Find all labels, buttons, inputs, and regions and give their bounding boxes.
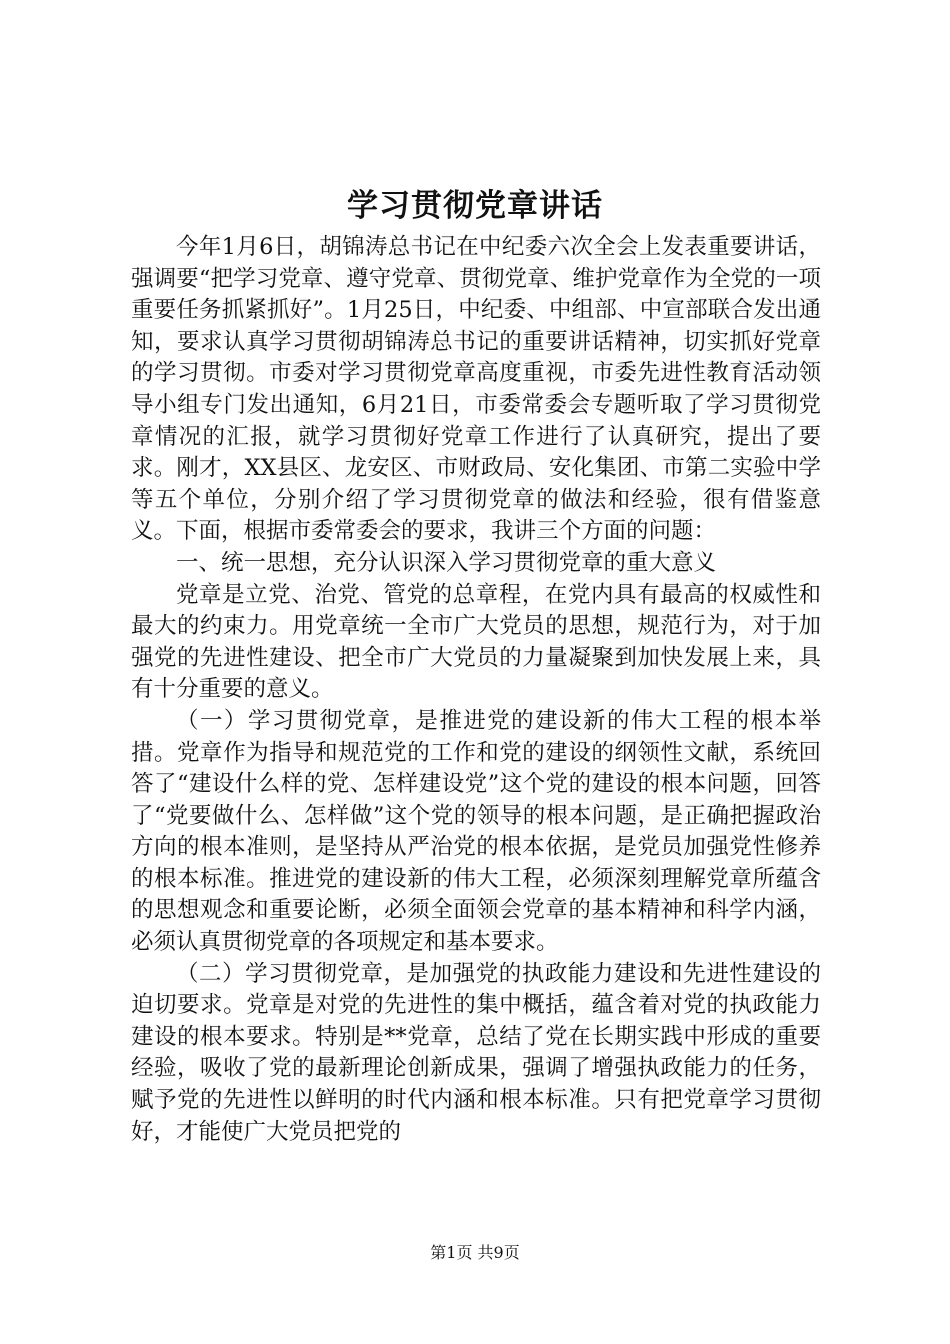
paragraph-point-1: （一）学习贯彻党章，是推进党的建设新的伟大工程的根本举措。党章作为指导和规范党的工作和党的建设的纲领性文献，系统回答了“建设什么样的党、怎样建设党”这个党的建设的根本问题，回答了“党要做什么、怎样做”这个党的领导的根本问题，是正确把握政治方向的根本准则，是坚持从严治党的根本依据，是党员加强党性修养的根本标准。推进党的建设新的伟大工程，必须深刻理解党章所蕴含的思想观念和重要论断，必须全面领会党章的基本精神和科学内涵，必须认真贯彻党章的各项规定和基本要求。 — [131, 707, 821, 956]
section-heading-1: 一、统一思想，充分认识深入学习贯彻党章的重大意义 — [176, 549, 717, 576]
paragraph-intro: 今年1月6日，胡锦涛总书记在中纪委六次全会上发表重要讲话，强调要“把学习党章、遵守党章、贯彻党章、维护党章作为全党的一项重要任务抓紧抓好”。1月25日，中纪委、中组部、中宣部联合发出通知，要求认真学习贯彻胡锦涛总书记的重要讲话精神，切实抓好党章的学习贯彻。市委对学习贯彻党章高度重视，市委先进性教育活动领导小组专门发出通知，6月21日，市委常委会专题听取了学习贯彻党章情况的汇报，就学习贯彻好党章工作进行了认真研究，提出了要求。刚才，XX县区、龙安区、市财政局、安化集团、市第二实验中学等五个单位，分别介绍了学习贯彻党章的做法和经验，很有借鉴意义。下面，根据市委常委会的要求，我讲三个方面的问题： — [131, 234, 821, 545]
page-footer: 第1页 共9页 — [430, 1243, 520, 1262]
paragraph-point-2: （二）学习贯彻党章，是加强党的执政能力建设和先进性建设的迫切要求。党章是对党的先进性的集中概括，蕴含着对党的执政能力建设的根本要求。特别是**党章，总结了党在长期实践中形成的重要经验，吸收了党的最新理论创新成果，强调了增强执政能力的任务，赋予党的先进性以鲜明的时代内涵和根本标准。只有把党章学习贯彻好，才能使广大党员把党的 — [131, 960, 821, 1145]
document-title: 学习贯彻党章讲话 — [347, 188, 603, 224]
document-body — [131, 232, 821, 1148]
paragraph-section-1: 党章是立党、治党、管党的总章程，在党内具有最高的权威性和最大的约束力。用党章统一全市广大党员的思想，规范行为，对于加强党的先进性建设、把全市广大党员的力量凝聚到加快发展上来，具有十分重要的意义。 — [131, 581, 821, 703]
